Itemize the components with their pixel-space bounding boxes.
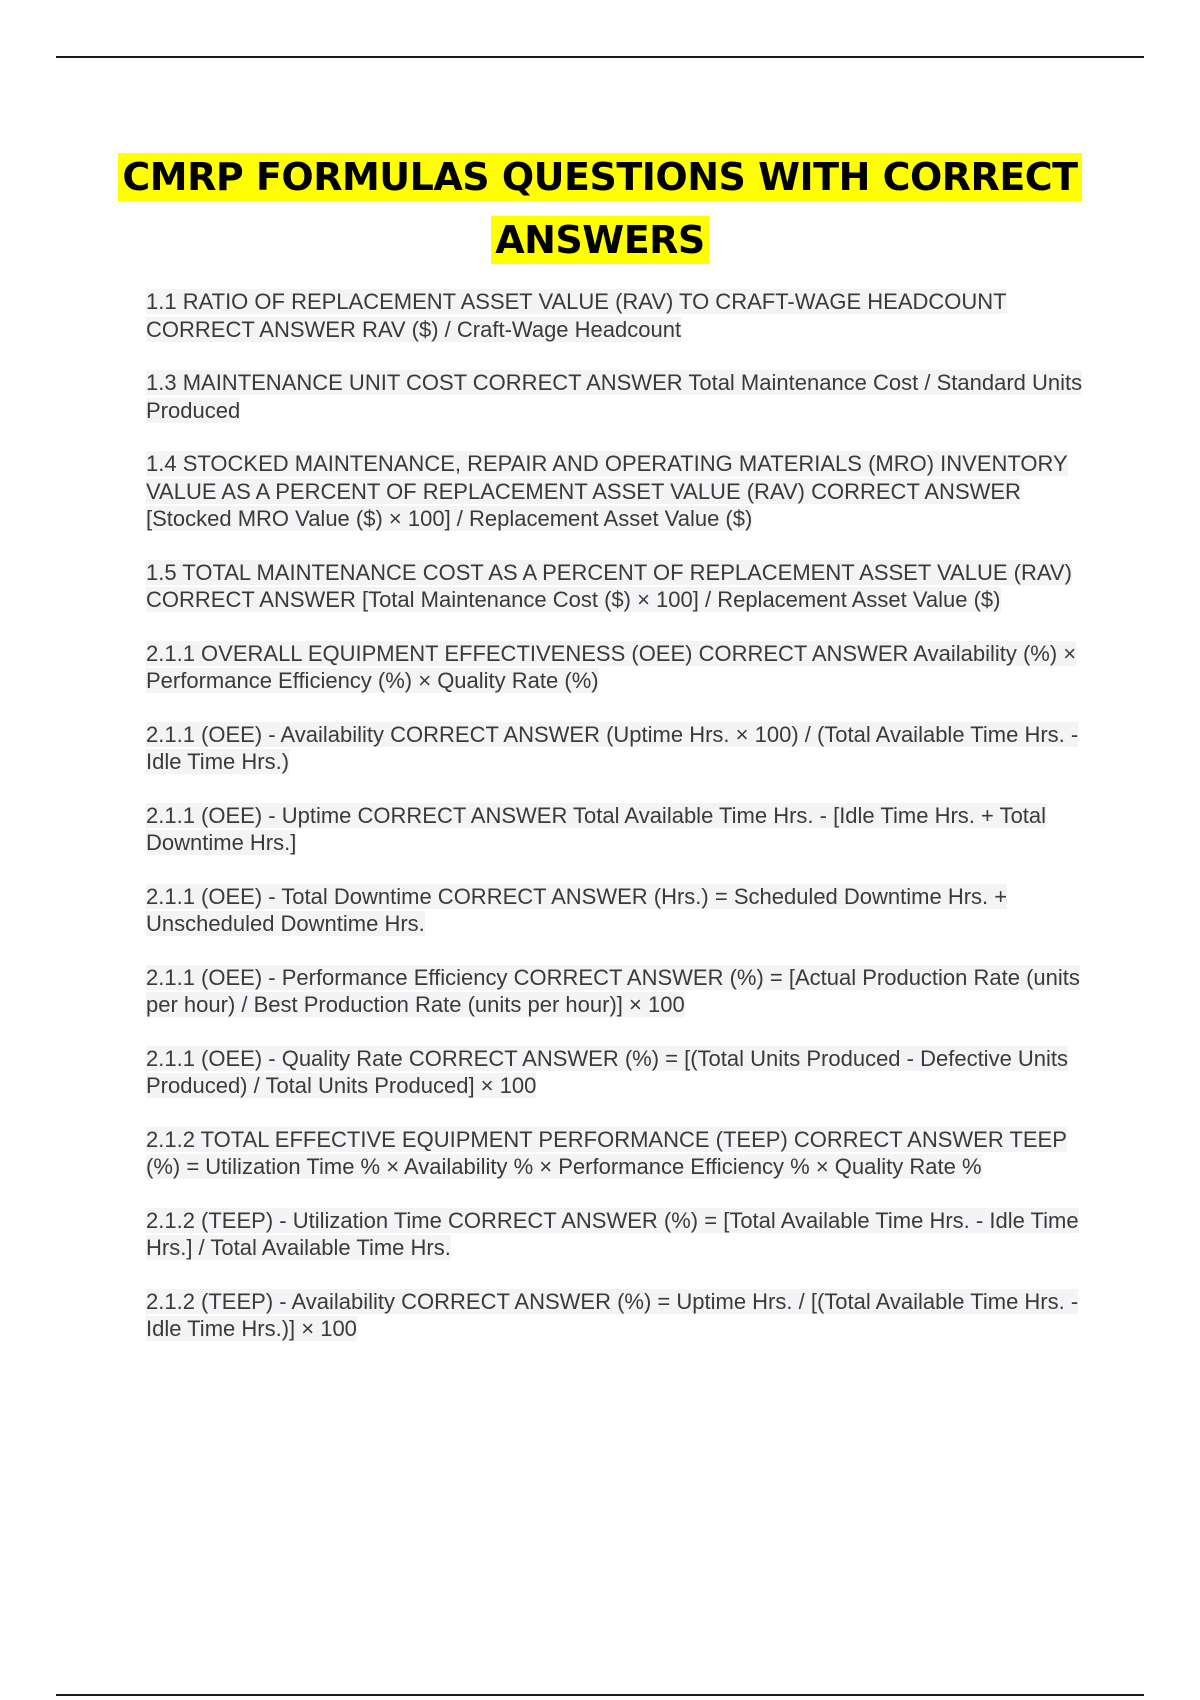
page-title bbox=[100, 146, 1100, 272]
qa-entry: 1.5 TOTAL MAINTENANCE COST AS A PERCENT OF REPLACEMENT ASSET VALUE (RAV) CORRECT ANSWER [Total Maintenance Cost ($) × 100] / Replacement Asset Value ($) bbox=[146, 559, 1072, 612]
qa-entry: 2.1.1 (OEE) - Availability CORRECT ANSWER (Uptime Hrs. × 100) / (Total Available Time Hrs. - Idle Time Hrs.) bbox=[146, 721, 1079, 774]
qa-list bbox=[146, 288, 1094, 1369]
qa-entry: 2.1.2 (TEEP) - Utilization Time CORRECT ANSWER (%) = [Total Available Time Hrs. - Idle Time Hrs.] / Total Available Time Hrs. bbox=[146, 1207, 1079, 1260]
qa-entry: 2.1.2 (TEEP) - Availability CORRECT ANSWER (%) = Uptime Hrs. / [(Total Available Time Hrs. - Idle Time Hrs.)] × 100 bbox=[146, 1288, 1079, 1341]
bottom-rule bbox=[56, 1694, 1144, 1696]
top-rule bbox=[56, 56, 1144, 58]
qa-entry: 2.1.1 (OEE) - Performance Efficiency CORRECT ANSWER (%) = [Actual Production Rate (units per hour) / Best Production Rate (units per hour)] × 100 bbox=[146, 964, 1080, 1017]
qa-entry: 2.1.1 (OEE) - Total Downtime CORRECT ANSWER (Hrs.) = Scheduled Downtime Hrs. + Unscheduled Downtime Hrs. bbox=[146, 883, 1008, 936]
qa-entry: 1.4 STOCKED MAINTENANCE, REPAIR AND OPERATING MATERIALS (MRO) INVENTORY VALUE AS A PERCENT OF REPLACEMENT ASSET VALUE (RAV) CORRECT ANSWER [Stocked MRO Value ($) × 100] / Replacement Asset Value ($) bbox=[146, 451, 1068, 531]
qa-entry: 1.3 MAINTENANCE UNIT COST CORRECT ANSWER Total Maintenance Cost / Standard Units Produced bbox=[146, 370, 1083, 423]
page-title-text: CMRP FORMULAS QUESTIONS WITH CORRECT ANSWERS bbox=[118, 153, 1081, 264]
qa-entry: 2.1.2 TOTAL EFFECTIVE EQUIPMENT PERFORMANCE (TEEP) CORRECT ANSWER TEEP (%) = Utilization Time % × Availability % × Performance Efficiency % × Quality Rate % bbox=[146, 1126, 1067, 1179]
qa-entry: 2.1.1 OVERALL EQUIPMENT EFFECTIVENESS (OEE) CORRECT ANSWER Availability (%) × Performance Efficiency (%) × Quality Rate (%) bbox=[146, 640, 1077, 693]
qa-entry: 1.1 RATIO OF REPLACEMENT ASSET VALUE (RAV) TO CRAFT-WAGE HEADCOUNT CORRECT ANSWER RAV ($) / Craft-Wage Headcount bbox=[146, 289, 1007, 342]
qa-entry: 2.1.1 (OEE) - Uptime CORRECT ANSWER Total Available Time Hrs. - [Idle Time Hrs. + Total Downtime Hrs.] bbox=[146, 802, 1047, 855]
qa-entry: 2.1.1 (OEE) - Quality Rate CORRECT ANSWER (%) = [(Total Units Produced - Defective Units Produced) / Total Units Produced] × 100 bbox=[146, 1045, 1069, 1098]
